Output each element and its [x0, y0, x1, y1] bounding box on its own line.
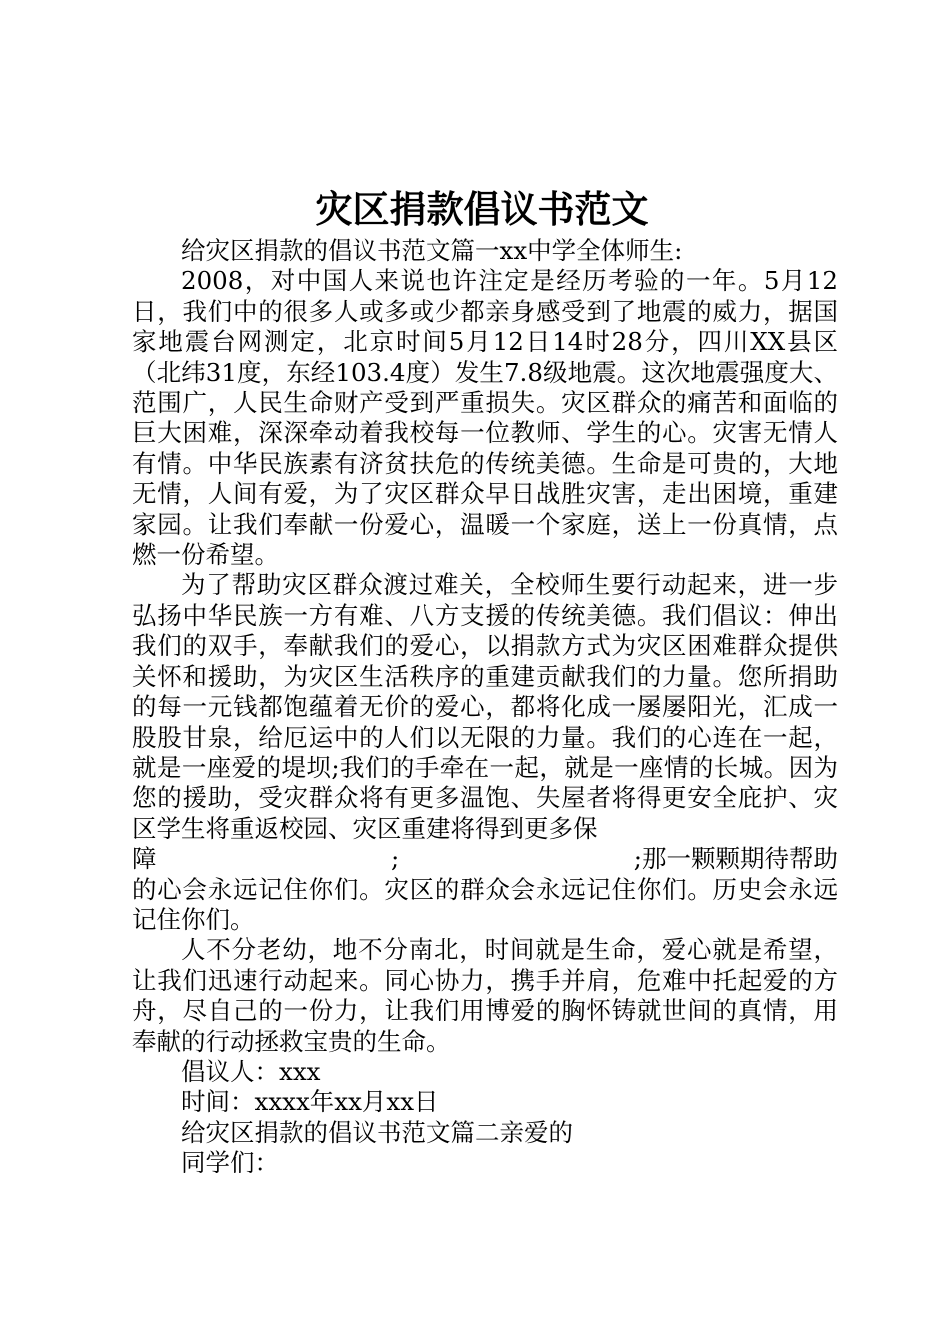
document-title: 灾区捐款倡议书范文: [315, 187, 649, 231]
signer-line: 倡议人：xxx: [181, 1056, 321, 1086]
intro-line: 给灾区捐款的倡议书范文篇一xx中学全体师生:: [181, 236, 683, 265]
paragraph-2-spread-line: [132, 844, 838, 874]
paragraph-2: 为了帮助灾区群众渡过难关，全校师生要行动起来，进一步弘扬中华民族一方有难、八方支援的传统美德。我们倡议：伸出我们的双手，奉献我们的爱心，以捐款方式为灾区困难群众提供关怀和援助，为灾区生活秩序的重建贡献我们的力量。您所捐助的每一元钱都饱蕴着无价的爱心，都将化成一屡屡阳光，汇成一股股甘泉，给厄运中的人们以无限的力量。我们的心连在一起，就是一座爱的堤坝;我们的手牵在一起，就是一座情的长城。因为您的援助，受灾群众将有更多温饱、失屋者将得更安全庇护、灾区学生将重返校园、灾区重建将得到更多保: [132, 570, 838, 843]
date-line: 时间：xxxx年xx月xx日: [181, 1087, 439, 1117]
paragraph-2-end: 的心会永远记住你们。灾区的群众会永远记住你们。历史会永远记住你们。: [132, 874, 838, 934]
next-title-line: 给灾区捐款的倡议书范文篇二亲爱的: [181, 1117, 573, 1147]
spread-text-2: ;: [390, 844, 400, 874]
document-body: [132, 236, 838, 1179]
next-greeting-line: 同学们：: [181, 1148, 279, 1178]
paragraph-3: 人不分老幼，地不分南北，时间就是生命，爱心就是希望，让我们迅速行动起来。同心协力，携手并肩，危难中托起爱的方舟，尽自己的一份力，让我们用博爱的胸怀铸就世间的真情，用奉献的行动拯救宝贵的生命。: [132, 935, 838, 1056]
paragraph-1: 2008，对中国人来说也许注定是经历考验的一年。5月12日，我们中的很多人或多或少都亲身感受到了地震的威力，据国家地震台网测定，北京时间5月12日14时28分，四川XX县区（北纬31度，东经103.4度）发生7.8级地震。这次地震强度大、范围广，人民生命财产受到严重损失。灾区群众的痛苦和面临的巨大困难，深深牵动着我校每一位教师、学生的心。灾害无情人有情。中华民族素有济贫扶危的传统美德。生命是可贵的，大地无情，人间有爱，为了灾区群众早日战胜灾害，走出困境，重建家园。让我们奉献一份爱心，温暖一个家庭，送上一份真情，点燃一份希望。: [132, 266, 838, 570]
spread-text-1: 障: [132, 844, 157, 874]
spread-text-3: ;那一颗颗期待帮助: [633, 844, 838, 874]
